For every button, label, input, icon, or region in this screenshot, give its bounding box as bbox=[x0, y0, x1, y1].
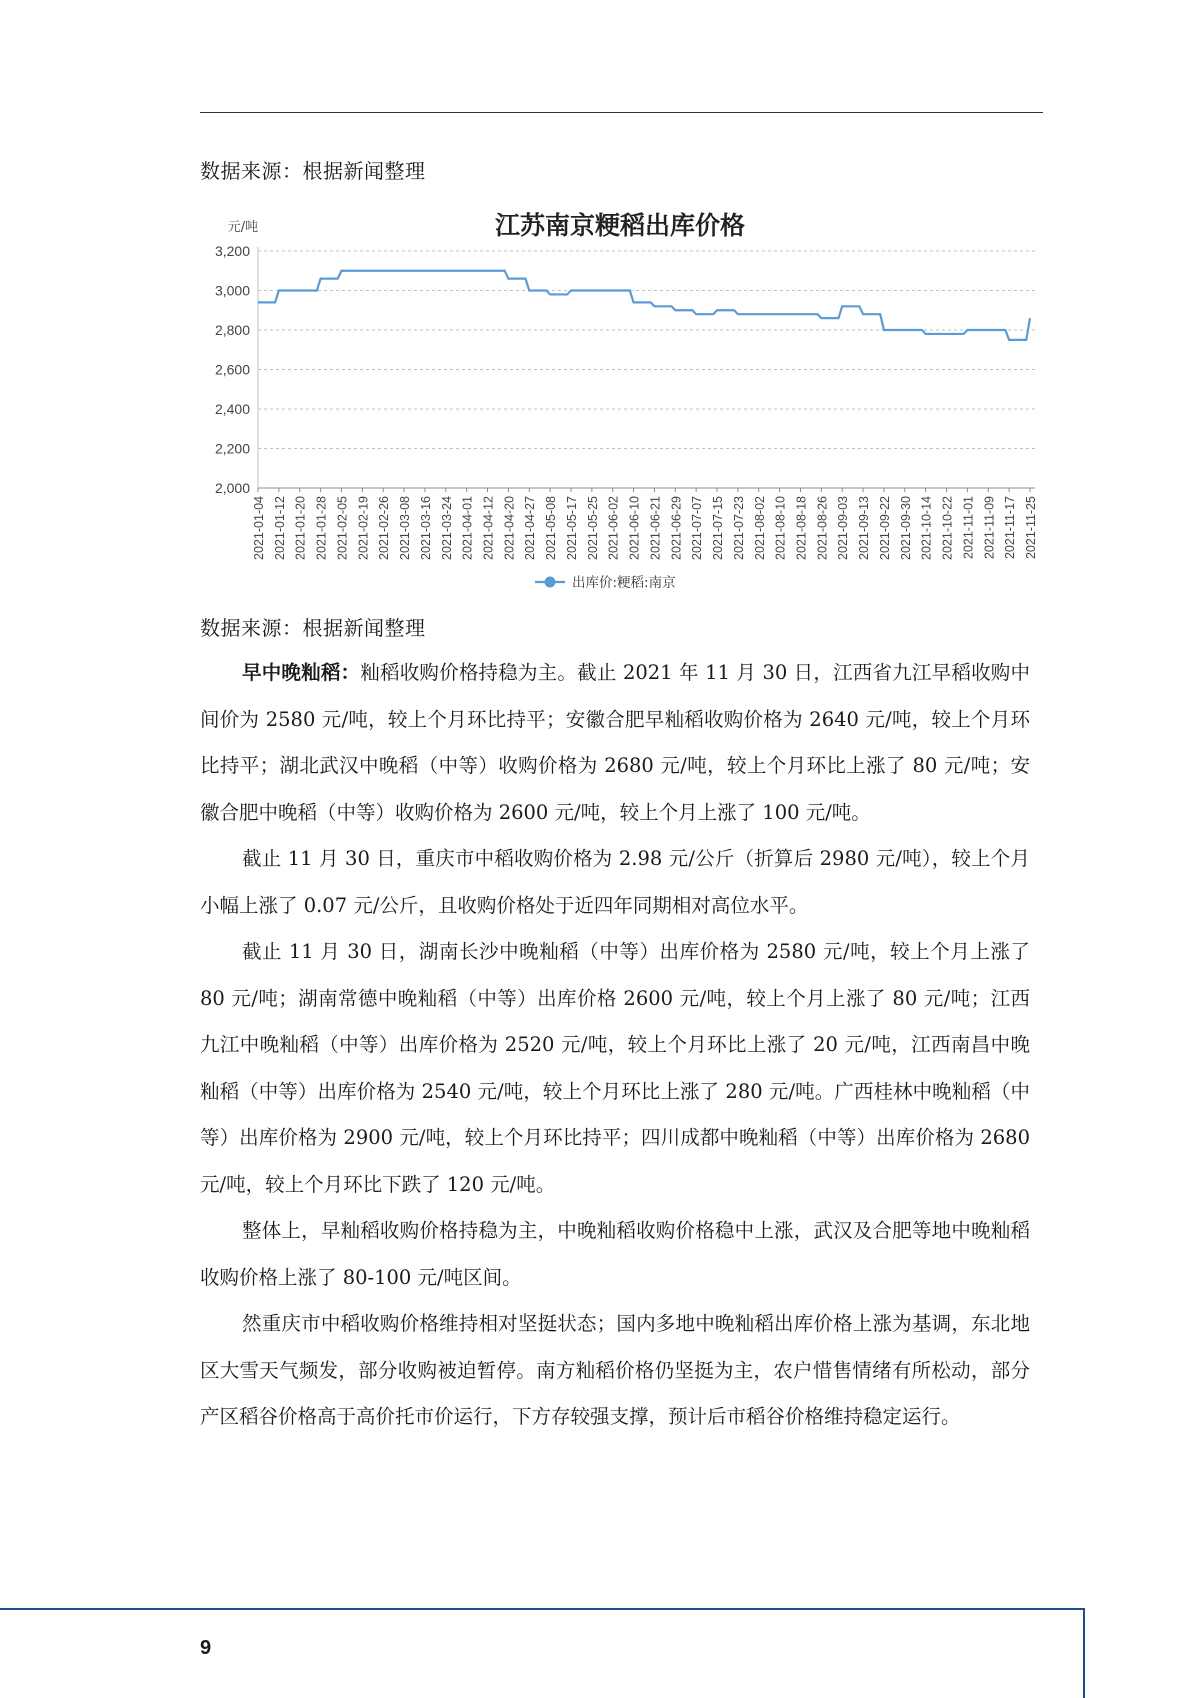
paragraph-text: 籼稻收购价格持稳为主。截止 2021 年 11 月 30 日，江西省九江早稻收购中间价为 2580 元/吨，较上个月环比持平；安徽合肥早籼稻收购价格为 2640 元/吨，较上个月环比持平；湖北武汉中晚稻（中等）收购价格为 2680 元/吨，较上个月环比上涨了 80 元/吨；安徽合肥中晚稻（中等）收购价格为 2600 元/吨，较上个月上涨了 100 元/吨。 bbox=[200, 661, 1030, 824]
paragraph-outlook: 然重庆市中稻收购价格维持相对坚挺状态；国内多地中晚籼稻出库价格上涨为基调，东北地区大雪天气频发，部分收购被迫暂停。南方籼稻价格仍坚挺为主，农户惜售情绪有所松动，部分产区稻谷价格高于高价托市价运行，下方存较强支撑，预计后市稻谷价格维持稳定运行。 bbox=[200, 1312, 1030, 1428]
x-tick-label: 2021-09-03 bbox=[836, 496, 851, 560]
x-tick-label: 2021-09-13 bbox=[857, 496, 872, 560]
footer-rule-vertical bbox=[1083, 1608, 1085, 1698]
paragraph-lead: 早中晚籼稻： bbox=[242, 661, 361, 684]
x-tick-label: 2021-11-25 bbox=[1024, 496, 1038, 560]
x-tick-label: 2021-02-05 bbox=[335, 496, 350, 560]
article-body bbox=[200, 650, 1030, 1441]
y-tick-label: 2,200 bbox=[214, 440, 250, 457]
x-tick-label: 2021-10-14 bbox=[919, 496, 934, 560]
paragraph-summary: 整体上，早籼稻收购价格持稳为主，中晚籼稻收购价格稳中上涨，武汉及合肥等地中晚籼稻收购价格上涨了 80-100 元/吨区间。 bbox=[200, 1219, 1030, 1289]
y-tick-label: 3,000 bbox=[214, 282, 250, 299]
x-tick-label: 2021-06-02 bbox=[606, 496, 621, 560]
page-number: 9 bbox=[200, 1637, 212, 1659]
y-tick-label: 2,400 bbox=[214, 401, 250, 417]
x-tick-label: 2021-04-20 bbox=[502, 496, 517, 560]
x-tick-label: 2021-08-02 bbox=[752, 496, 767, 560]
y-tick-label: 2,600 bbox=[214, 361, 250, 378]
chart-title: 江苏南京粳稻出库价格 bbox=[494, 211, 746, 240]
y-axis-unit: 元/吨 bbox=[227, 220, 259, 235]
x-tick-label: 2021-11-09 bbox=[982, 496, 997, 560]
y-tick-label: 3,200 bbox=[214, 243, 250, 259]
x-tick-label: 2021-04-27 bbox=[523, 496, 538, 560]
x-tick-label: 2021-02-19 bbox=[356, 496, 371, 560]
data-source-note-2: 数据来源：根据新闻整理 bbox=[200, 616, 426, 640]
legend-label: 出库价:粳稻:南京 bbox=[572, 575, 676, 591]
y-tick-label: 2,000 bbox=[214, 480, 250, 496]
x-tick-label: 2021-05-25 bbox=[585, 496, 600, 560]
x-tick-label: 2021-05-17 bbox=[564, 496, 579, 560]
x-tick-label: 2021-02-26 bbox=[377, 496, 392, 560]
x-tick-label: 2021-11-17 bbox=[1003, 496, 1018, 560]
x-tick-label: 2021-07-15 bbox=[711, 496, 726, 560]
x-tick-label: 2021-08-18 bbox=[794, 496, 809, 560]
x-tick-label: 2021-03-16 bbox=[418, 496, 433, 560]
x-tick-label: 2021-11-01 bbox=[961, 496, 976, 560]
paragraph-outbound-prices: 截止 11 月 30 日，湖南长沙中晚籼稻（中等）出库价格为 2580 元/吨，较上个月上涨了 80 元/吨；湖南常德中晚籼稻（中等）出库价格 2600 元/吨，较上个月上涨了 80 元/吨；江西九江中晚籼稻（中等）出库价格为 2520 元/吨，较上个月环比上涨了 20 元/吨，江西南昌中晚籼稻（中等）出库价格为 2540 元/吨，较上个月环比上涨了 280 元/吨。广西桂林中晚籼稻（中等）出库价格为 2900 元/吨，较上个月环比持平；四川成都中晚籼稻（中等）出库价格为 2680 元/吨，较上个月环比下跌了 120 元/吨。 bbox=[200, 940, 1030, 1196]
x-tick-label: 2021-07-23 bbox=[731, 496, 746, 560]
x-tick-label: 2021-06-29 bbox=[669, 496, 684, 560]
x-tick-label: 2021-06-10 bbox=[627, 496, 642, 560]
x-tick-label: 2021-04-12 bbox=[481, 496, 496, 560]
paragraph-chongqing: 截止 11 月 30 日，重庆市中稻收购价格为 2.98 元/公斤（折算后 2980 元/吨），较上个月小幅上涨了 0.07 元/公斤，且收购价格处于近四年同期相对高位水平。 bbox=[200, 847, 1030, 917]
header-rule bbox=[200, 112, 1043, 113]
price-chart bbox=[200, 200, 1045, 600]
x-tick-label: 2021-03-24 bbox=[439, 496, 454, 560]
x-tick-label: 2021-05-08 bbox=[544, 496, 559, 560]
y-tick-label: 2,800 bbox=[214, 322, 250, 338]
x-tick-label: 2021-07-07 bbox=[690, 496, 705, 560]
x-tick-label: 2021-03-08 bbox=[398, 496, 413, 560]
x-tick-label: 2021-09-22 bbox=[877, 496, 892, 560]
x-tick-label: 2021-06-21 bbox=[648, 496, 663, 560]
footer-rule bbox=[0, 1608, 1084, 1610]
x-tick-label: 2021-01-04 bbox=[252, 496, 266, 560]
x-tick-label: 2021-01-20 bbox=[293, 496, 308, 560]
data-source-note: 数据来源：根据新闻整理 bbox=[200, 159, 426, 183]
x-tick-label: 2021-08-26 bbox=[815, 496, 830, 560]
x-tick-label: 2021-01-12 bbox=[272, 496, 287, 560]
x-tick-label: 2021-04-01 bbox=[460, 496, 475, 560]
legend-marker bbox=[545, 577, 556, 588]
x-tick-label: 2021-09-30 bbox=[898, 496, 913, 560]
x-tick-label: 2021-08-10 bbox=[773, 496, 788, 560]
paragraph-rice-purchase bbox=[200, 650, 1030, 836]
x-tick-label: 2021-10-22 bbox=[940, 496, 955, 560]
line-chart-svg bbox=[200, 200, 1045, 600]
x-tick-label: 2021-01-28 bbox=[314, 496, 329, 560]
